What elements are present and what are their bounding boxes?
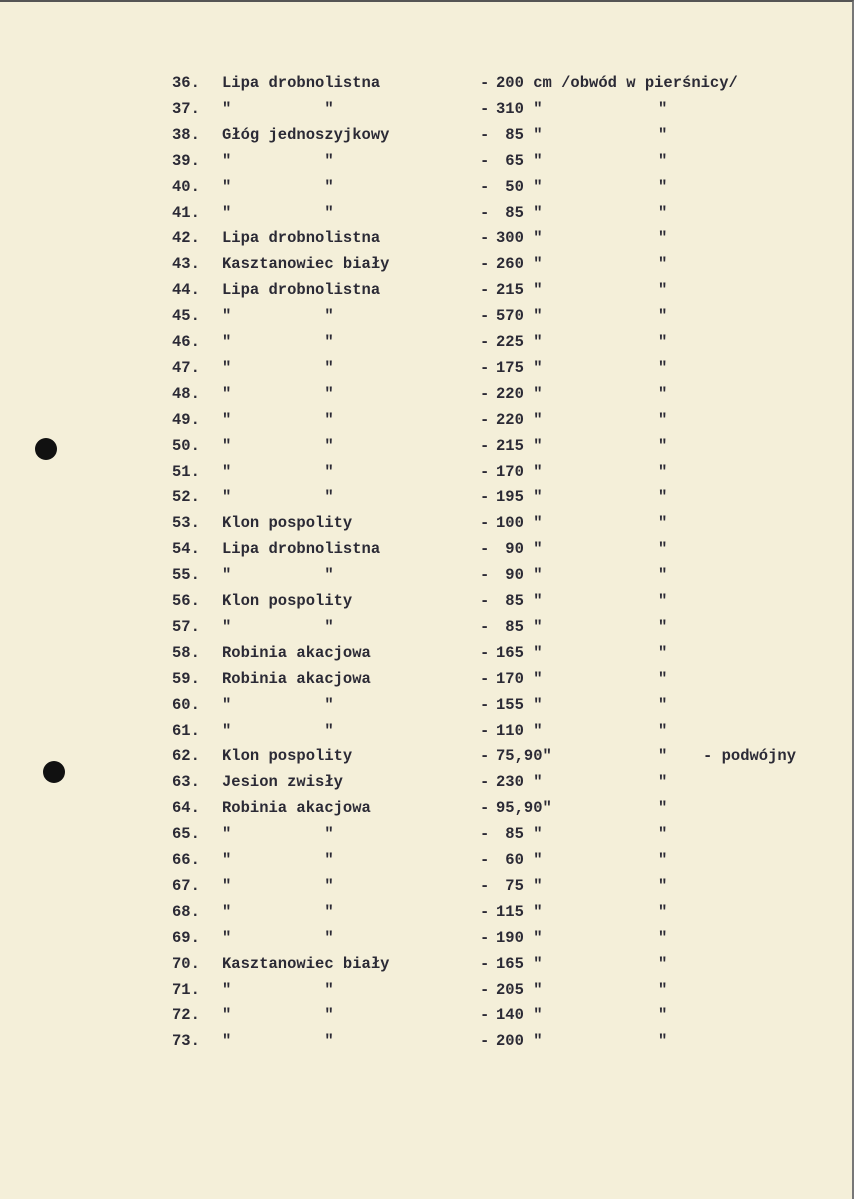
circumference-value: 65 " <box>496 151 543 170</box>
tree-species: Głóg jednoszyjkowy <box>222 125 390 144</box>
tree-species: " " <box>222 384 334 403</box>
dash-separator: - <box>480 1006 490 1025</box>
ditto-mark: " <box>658 747 668 766</box>
dash-separator: - <box>480 851 490 869</box>
list-item <box>0 823 854 845</box>
tree-species: Robinia akacjowa <box>222 799 371 818</box>
list-item <box>0 202 854 224</box>
list-item <box>0 694 854 716</box>
ditto-mark: " <box>658 281 668 300</box>
item-number: 68. <box>172 902 200 921</box>
tree-species: " " <box>222 177 334 196</box>
list-item <box>0 538 854 560</box>
item-number: 54. <box>172 540 200 559</box>
ditto-mark: " <box>658 721 668 740</box>
list-item <box>0 72 854 94</box>
tree-species: " " <box>222 333 334 351</box>
ditto-mark: " <box>658 410 668 429</box>
tree-species: Klon pospolity <box>222 514 353 533</box>
tree-species: Kasztanowiec biały <box>222 255 390 274</box>
item-number: 37. <box>172 99 200 118</box>
item-number: 71. <box>172 980 200 999</box>
item-number: 63. <box>172 773 200 792</box>
dash-separator: - <box>480 358 490 377</box>
list-item <box>0 305 854 327</box>
item-number: 70. <box>172 954 200 973</box>
item-number: 46. <box>172 333 200 351</box>
item-number: 62. <box>172 747 200 766</box>
dash-separator: - <box>480 773 490 792</box>
dash-separator: - <box>480 799 490 818</box>
circumference-value: 195 " <box>496 488 543 507</box>
item-number: 43. <box>172 255 200 274</box>
dash-separator: - <box>480 928 490 947</box>
list-item <box>0 383 854 405</box>
ditto-mark: " <box>658 851 668 869</box>
dash-separator: - <box>480 695 490 714</box>
ditto-mark: " <box>658 592 668 610</box>
list-item <box>0 1004 854 1026</box>
dash-separator: - <box>480 436 490 455</box>
list-item <box>0 590 854 612</box>
tree-species: Lipa drobnolistna <box>222 281 381 300</box>
item-number: 41. <box>172 203 200 222</box>
circumference-value: 225 " <box>496 333 543 351</box>
ditto-mark: " <box>658 540 668 559</box>
item-number: 65. <box>172 825 200 844</box>
tree-species: " " <box>222 825 334 844</box>
list-item <box>0 486 854 508</box>
circumference-value: 100 " <box>496 514 543 533</box>
item-number: 56. <box>172 592 200 610</box>
circumference-value: 230 " <box>496 773 543 792</box>
list-item <box>0 124 854 146</box>
tree-species: " " <box>222 203 334 222</box>
item-number: 48. <box>172 384 200 403</box>
tree-species: " " <box>222 902 334 921</box>
circumference-value: 155 " <box>496 695 543 714</box>
ditto-mark: " <box>658 488 668 507</box>
tree-species: Lipa drobnolistna <box>222 540 381 559</box>
circumference-value: 50 " <box>496 177 543 196</box>
item-number: 53. <box>172 514 200 533</box>
ditto-mark: " <box>658 384 668 403</box>
dash-separator: - <box>480 307 490 326</box>
dash-separator: - <box>480 488 490 507</box>
ditto-mark: " <box>658 177 668 196</box>
ditto-mark: " <box>658 436 668 455</box>
tree-species: Jesion zwisły <box>222 773 343 792</box>
circumference-value: 75 " <box>496 876 543 895</box>
list-item <box>0 745 854 767</box>
circumference-value: 175 " <box>496 358 543 377</box>
dash-separator: - <box>480 876 490 895</box>
tree-species: Klon pospolity <box>222 592 353 610</box>
tree-species: " " <box>222 566 334 585</box>
dash-separator: - <box>480 99 490 118</box>
circumference-value: 140 " <box>496 1006 543 1025</box>
ditto-mark: " <box>658 928 668 947</box>
item-number: 40. <box>172 177 200 196</box>
list-item <box>0 771 854 793</box>
tree-species: " " <box>222 410 334 429</box>
ditto-mark: " <box>658 307 668 326</box>
dash-separator: - <box>480 617 490 636</box>
list-item <box>0 98 854 120</box>
circumference-value: 200 cm /obwód w pierśnicy/ <box>496 74 738 92</box>
item-number: 36. <box>172 74 200 92</box>
list-item <box>0 253 854 275</box>
item-number: 38. <box>172 125 200 144</box>
item-number: 51. <box>172 462 200 481</box>
ditto-mark: " <box>658 333 668 351</box>
circumference-value: 85 " <box>496 203 543 222</box>
ditto-mark: " <box>658 125 668 144</box>
list-item <box>0 616 854 638</box>
dash-separator: - <box>480 151 490 170</box>
dash-separator: - <box>480 125 490 144</box>
list-item <box>0 409 854 431</box>
ditto-mark: " <box>658 358 668 377</box>
list-item <box>0 927 854 949</box>
list-item <box>0 901 854 923</box>
ditto-mark: " <box>658 203 668 222</box>
list-item <box>0 227 854 249</box>
circumference-value: 260 " <box>496 255 543 274</box>
dash-separator: - <box>480 747 490 766</box>
circumference-value: 85 " <box>496 592 543 610</box>
circumference-value: 90 " <box>496 566 543 585</box>
circumference-value: 570 " <box>496 307 543 326</box>
ditto-mark: " <box>658 669 668 688</box>
circumference-value: 200 " <box>496 1032 543 1051</box>
circumference-value: 190 " <box>496 928 543 947</box>
list-item <box>0 720 854 742</box>
dash-separator: - <box>480 333 490 351</box>
dash-separator: - <box>480 514 490 533</box>
item-number: 52. <box>172 488 200 507</box>
list-item <box>0 176 854 198</box>
dash-separator: - <box>480 177 490 196</box>
item-number: 44. <box>172 281 200 300</box>
list-item <box>0 564 854 586</box>
dash-separator: - <box>480 255 490 274</box>
circumference-value: 170 " <box>496 462 543 481</box>
list-item <box>0 1030 854 1052</box>
ditto-mark: " <box>658 514 668 533</box>
ditto-mark: " <box>658 1032 668 1051</box>
item-number: 60. <box>172 695 200 714</box>
item-note: - podwójny <box>703 747 797 766</box>
dash-separator: - <box>480 384 490 403</box>
circumference-value: 215 " <box>496 436 543 455</box>
dash-separator: - <box>480 566 490 585</box>
tree-species: " " <box>222 151 334 170</box>
ditto-mark: " <box>658 229 668 248</box>
tree-species: Robinia akacjowa <box>222 669 371 688</box>
ditto-mark: " <box>658 799 668 818</box>
ditto-mark: " <box>658 151 668 170</box>
dash-separator: - <box>480 1032 490 1051</box>
circumference-value: 220 " <box>496 410 543 429</box>
ditto-mark: " <box>658 695 668 714</box>
list-item <box>0 875 854 897</box>
ditto-mark: " <box>658 617 668 636</box>
tree-species: " " <box>222 617 334 636</box>
dash-separator: - <box>480 902 490 921</box>
tree-species: " " <box>222 99 334 118</box>
tree-species: " " <box>222 928 334 947</box>
circumference-value: 310 " <box>496 99 543 118</box>
tree-species: Kasztanowiec biały <box>222 954 390 973</box>
circumference-value: 220 " <box>496 384 543 403</box>
tree-species: " " <box>222 307 334 326</box>
item-number: 67. <box>172 876 200 895</box>
list-item <box>0 150 854 172</box>
circumference-value: 85 " <box>496 825 543 844</box>
tree-species: " " <box>222 721 334 740</box>
dash-separator: - <box>480 954 490 973</box>
tree-species: " " <box>222 1032 334 1051</box>
circumference-value: 205 " <box>496 980 543 999</box>
dash-separator: - <box>480 643 490 662</box>
circumference-value: 115 " <box>496 902 543 921</box>
item-number: 73. <box>172 1032 200 1051</box>
dash-separator: - <box>480 825 490 844</box>
circumference-value: 170 " <box>496 669 543 688</box>
item-number: 50. <box>172 436 200 455</box>
circumference-value: 85 " <box>496 125 543 144</box>
list-item <box>0 512 854 534</box>
circumference-value: 60 " <box>496 851 543 869</box>
item-number: 66. <box>172 851 200 869</box>
list-item <box>0 953 854 975</box>
dash-separator: - <box>480 721 490 740</box>
item-number: 55. <box>172 566 200 585</box>
item-number: 64. <box>172 799 200 818</box>
circumference-value: 110 " <box>496 721 543 740</box>
item-number: 58. <box>172 643 200 662</box>
list-item <box>0 331 854 353</box>
ditto-mark: " <box>658 643 668 662</box>
circumference-value: 300 " <box>496 229 543 248</box>
tree-species: " " <box>222 695 334 714</box>
ditto-mark: " <box>658 825 668 844</box>
ditto-mark: " <box>658 99 668 118</box>
tree-species: Robinia akacjowa <box>222 643 371 662</box>
dash-separator: - <box>480 281 490 300</box>
dash-separator: - <box>480 229 490 248</box>
dash-separator: - <box>480 669 490 688</box>
dash-separator: - <box>480 203 490 222</box>
item-number: 42. <box>172 229 200 248</box>
tree-species: " " <box>222 358 334 377</box>
dash-separator: - <box>480 74 490 92</box>
dash-separator: - <box>480 980 490 999</box>
list-item <box>0 797 854 819</box>
circumference-value: 165 " <box>496 954 543 973</box>
tree-species: " " <box>222 1006 334 1025</box>
list-item <box>0 279 854 301</box>
ditto-mark: " <box>658 462 668 481</box>
ditto-mark: " <box>658 876 668 895</box>
tree-species: " " <box>222 876 334 895</box>
dash-separator: - <box>480 410 490 429</box>
tree-species: " " <box>222 436 334 455</box>
dash-separator: - <box>480 540 490 559</box>
item-number: 59. <box>172 669 200 688</box>
item-number: 61. <box>172 721 200 740</box>
list-item <box>0 979 854 1001</box>
list-item <box>0 357 854 379</box>
tree-species: Lipa drobnolistna <box>222 229 381 248</box>
ditto-mark: " <box>658 255 668 274</box>
dash-separator: - <box>480 462 490 481</box>
circumference-value: 165 " <box>496 643 543 662</box>
list-item <box>0 849 854 871</box>
circumference-value: 90 " <box>496 540 543 559</box>
tree-species: Lipa drobnolistna <box>222 74 381 92</box>
ditto-mark: " <box>658 980 668 999</box>
ditto-mark: " <box>658 566 668 585</box>
item-number: 39. <box>172 151 200 170</box>
list-item <box>0 461 854 483</box>
circumference-value: 215 " <box>496 281 543 300</box>
item-number: 57. <box>172 617 200 636</box>
item-number: 47. <box>172 358 200 377</box>
ditto-mark: " <box>658 1006 668 1025</box>
item-number: 72. <box>172 1006 200 1025</box>
item-number: 45. <box>172 307 200 326</box>
list-item <box>0 642 854 664</box>
list-item <box>0 435 854 457</box>
circumference-value: 75,90" <box>496 747 552 766</box>
ditto-mark: " <box>658 902 668 921</box>
tree-species: " " <box>222 851 334 869</box>
ditto-mark: " <box>658 773 668 792</box>
circumference-value: 95,90" <box>496 799 552 818</box>
item-number: 69. <box>172 928 200 947</box>
ditto-mark: " <box>658 954 668 973</box>
tree-species: " " <box>222 980 334 999</box>
item-number: 49. <box>172 410 200 429</box>
tree-species: Klon pospolity <box>222 747 353 766</box>
circumference-value: 85 " <box>496 617 543 636</box>
list-item <box>0 668 854 690</box>
dash-separator: - <box>480 592 490 610</box>
tree-species: " " <box>222 462 334 481</box>
tree-species: " " <box>222 488 334 507</box>
